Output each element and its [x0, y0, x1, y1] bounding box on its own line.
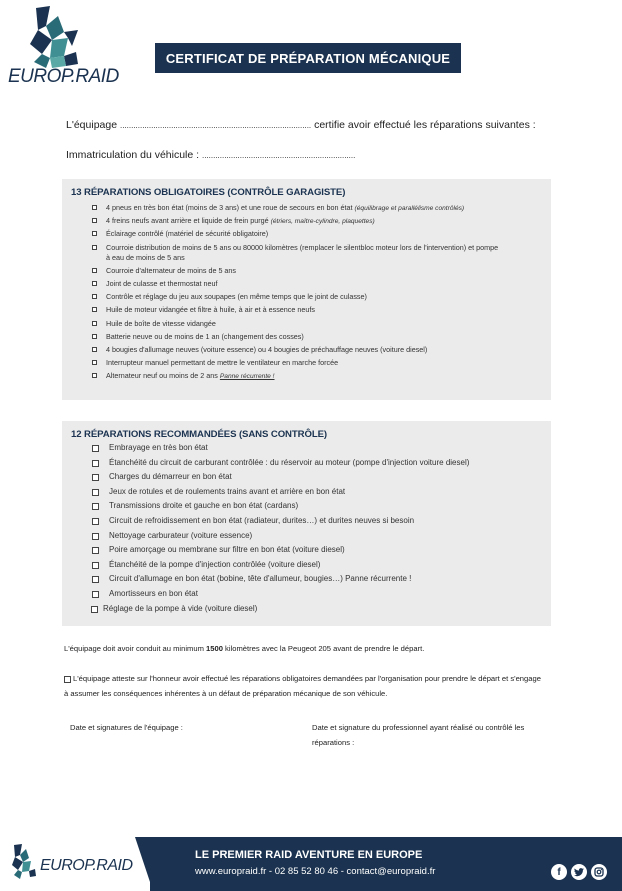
mandatory-item — [106, 292, 367, 301]
attestation-checkbox[interactable] — [64, 676, 71, 683]
mandatory-item-text: Courroie distribution de moins de 5 ans ou 80000 kilomètres (remplacer le silentbloc moteur lors de l'intervention) et pompe — [106, 242, 499, 252]
crew-field[interactable]: ...................................................................................... — [119, 121, 312, 130]
recommended-checkbox[interactable] — [92, 591, 99, 598]
recommended-checkbox[interactable] — [92, 460, 99, 467]
mandatory-item — [106, 266, 236, 275]
crew-suffix: certifie avoir effectué les réparations suivantes : — [314, 119, 536, 131]
recommended-item: Transmissions droite et gauche en bon état (cardans) — [109, 501, 299, 511]
mandatory-item — [106, 216, 375, 226]
mandatory-item-text: Joint de culasse et thermostat neuf — [106, 279, 218, 288]
mandatory-checkbox[interactable] — [92, 321, 97, 326]
registration-line[interactable] — [66, 149, 355, 161]
mandatory-item-text: 4 freins neufs avant arrière et liquide de frein purgé — [106, 216, 269, 226]
mandatory-title: 13 RÉPARATIONS OBLIGATOIRES (CONTRÔLE GARAGISTE) — [71, 187, 346, 198]
facebook-icon[interactable]: f — [551, 864, 567, 880]
recommended-item: Étanchéité du circuit de carburant contrôlée : du réservoir au moteur (pompe d'injection voiture diesel) — [109, 457, 470, 467]
crew-signature-label: Date et signatures de l'équipage : — [70, 723, 183, 732]
mandatory-item — [106, 279, 217, 288]
recommended-item: Charges du démarreur en bon état — [109, 472, 232, 482]
recommended-item: Jeux de rotules et de roulements trains avant et arrière en bon état — [109, 486, 346, 496]
recommended-item: Embrayage en très bon état — [109, 443, 208, 452]
mandatory-item — [106, 345, 427, 354]
mandatory-item — [106, 332, 304, 341]
recommended-checkbox[interactable] — [92, 503, 99, 510]
logo-wordmark: EUROP.RAID — [8, 66, 119, 87]
footer-band — [150, 837, 622, 891]
recommended-checkbox[interactable] — [92, 518, 99, 525]
recommended-checkbox[interactable] — [92, 562, 99, 569]
recommended-checkbox[interactable] — [91, 606, 98, 613]
pro-signature-label-1: Date et signature du professionnel ayant réalisé ou contrôlé les — [312, 723, 525, 732]
recommended-checkbox[interactable] — [92, 445, 99, 452]
mandatory-item — [106, 319, 216, 328]
mandatory-checkbox[interactable] — [92, 373, 97, 378]
mandatory-item-text: 4 bougies d'allumage neuves (voiture essence) ou 4 bougies de préchauffage neuves (voiture diesel) — [106, 345, 428, 354]
mandatory-item-text: Alternateur neuf ou moins de 2 ans — [106, 371, 218, 381]
mandatory-item — [106, 243, 498, 252]
mandatory-repairs-panel — [62, 179, 551, 400]
mandatory-item — [106, 229, 268, 238]
footer-contact[interactable]: www.europraid.fr - 02 85 52 80 46 - contact@europraid.fr — [195, 866, 436, 877]
mandatory-checkbox[interactable] — [92, 347, 97, 352]
distance-note-after: kilomètres avec la Peugeot 205 avant de prendre le départ. — [222, 644, 425, 653]
mandatory-item — [106, 371, 275, 381]
mandatory-item-text: Interrupteur manuel permettant de mettre le ventilateur en marche forcée — [106, 358, 339, 368]
recommended-item: Poire amorçage ou membrane sur filtre en bon état (voiture diesel) — [109, 545, 345, 555]
mandatory-item-text: Courroie d'alternateur de moins de 5 ans — [106, 265, 237, 275]
instagram-icon[interactable] — [591, 864, 607, 880]
recommended-checkbox[interactable] — [92, 576, 99, 583]
pro-signature-label-2: réparations : — [312, 738, 355, 747]
distance-note — [64, 644, 424, 653]
mandatory-item-note: (étriers, maître-cylindre, plaquettes) — [270, 218, 375, 226]
recommended-checkbox[interactable] — [92, 489, 99, 496]
mandatory-item-text: Contrôle et réglage du jeu aux soupapes (en même temps que le joint de culasse) — [106, 292, 367, 302]
footer-logo-wordmark: EUROP.RAID — [40, 857, 133, 874]
mandatory-item-text: Huile de boîte de vitesse vidangée — [106, 318, 216, 328]
mandatory-item-text: Batterie neuve ou de moins de 1 an (changement des cosses) — [106, 331, 304, 341]
distance-km: 1500 — [206, 644, 223, 653]
mandatory-checkbox[interactable] — [92, 205, 97, 210]
recommended-item: Circuit de refroidissement en bon état (radiateur, durites…) et durites neuves si besoin — [109, 516, 415, 525]
recommended-repairs-panel — [62, 421, 551, 626]
recommended-checkbox[interactable] — [92, 474, 99, 481]
mandatory-item-text: Huile de moteur vidangée et filtre à huile, à air et à essence neufs — [106, 305, 315, 315]
footer-tagline: LE PREMIER RAID AVENTURE EN EUROPE — [195, 849, 423, 861]
mandatory-item-note: Panne récurrente ! — [219, 373, 275, 381]
mandatory-item-continuation: à eau de moins de 5 ans — [106, 252, 185, 262]
crew-label: L'équipage — [66, 119, 118, 131]
recommended-item: Circuit d'allumage en bon état (bobine, tête d'allumeur, bougies…) Panne récurrente ! — [109, 574, 412, 584]
recommended-item: Étanchéité de la pompe d'injection contrôlée (voiture diesel) — [109, 559, 321, 569]
twitter-icon[interactable] — [571, 864, 587, 880]
recommended-checkbox[interactable] — [92, 533, 99, 540]
mandatory-checkbox[interactable] — [92, 231, 97, 236]
mandatory-item — [106, 203, 464, 213]
recommended-checkbox[interactable] — [92, 547, 99, 554]
mandatory-checkbox[interactable] — [92, 360, 97, 365]
mandatory-checkbox[interactable] — [92, 307, 97, 312]
mandatory-checkbox[interactable] — [92, 245, 97, 250]
mandatory-checkbox[interactable] — [92, 294, 97, 299]
footer-logo-icon — [4, 843, 40, 887]
recommended-title: 12 RÉPARATIONS RECOMMANDÉES (SANS CONTRÔLE) — [71, 429, 327, 440]
mandatory-checkbox[interactable] — [92, 218, 97, 223]
attestation-line1: L'équipage atteste sur l'honneur avoir effectué les réparations obligatoires demandées par l'organisation pour prendre le départ et s'engage — [73, 674, 541, 683]
distance-note-before: L'équipage doit avoir conduit au minimum — [64, 644, 207, 653]
mandatory-checkbox[interactable] — [92, 281, 97, 286]
mandatory-item-text: 4 pneus en très bon état (moins de 3 ans) et une roue de secours en bon état — [106, 203, 353, 212]
attestation-line2: à assumer les conséquences inhérentes à un défaut de préparation mécanique de son véhicule. — [64, 689, 388, 698]
crew-line[interactable] — [66, 119, 536, 131]
mandatory-checkbox[interactable] — [92, 268, 97, 273]
mandatory-item-text: Éclairage contrôlé (matériel de sécurité obligatoire) — [106, 229, 269, 239]
page-title: CERTIFICAT DE PRÉPARATION MÉCANIQUE — [155, 43, 461, 73]
recommended-item: Nettoyage carburateur (voiture essence) — [109, 530, 253, 540]
recommended-item: Amortisseurs en bon état — [109, 589, 198, 598]
mandatory-checkbox[interactable] — [92, 334, 97, 339]
mandatory-item — [106, 305, 315, 314]
mandatory-item-note: (équilibrage et parallélisme contrôlés) — [354, 205, 465, 212]
recommended-item: Réglage de la pompe à vide (voiture diesel) — [103, 603, 258, 613]
registration-field[interactable]: ..................................................................... — [201, 151, 356, 160]
mandatory-item — [106, 358, 338, 367]
registration-label: Immatriculation du véhicule : — [66, 149, 200, 161]
